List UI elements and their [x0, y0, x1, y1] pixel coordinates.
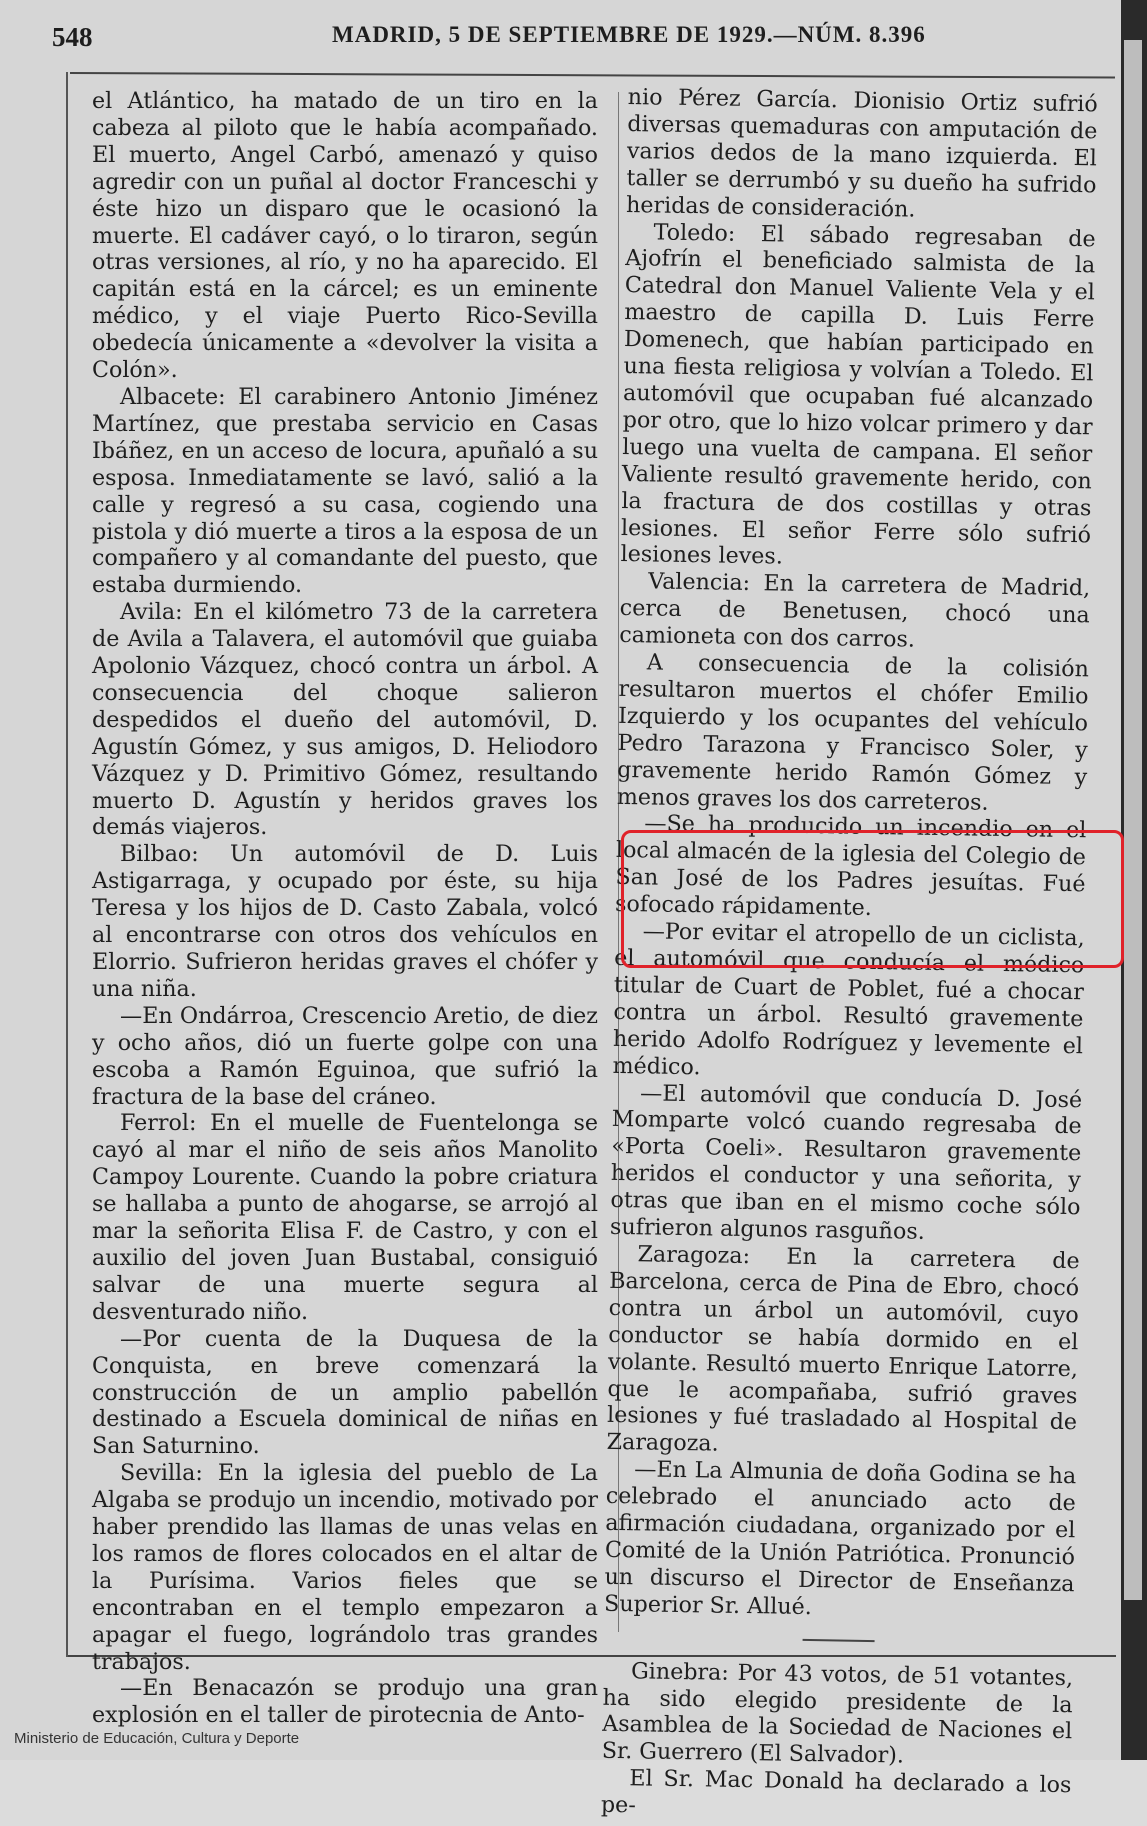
highlight-box	[621, 830, 1124, 968]
paragraph: Zaragoza: En la carretera de Barcelona, cerca de Pina de Ebro, chocó contra un árbol un automóvil, cuyo conductor se había dormido en el volante. Resultó muerto Enrique Latorre, que le acompañaba, sufrió graves lesiones y fué trasladado al Hospital de Zaragoza.	[606, 1241, 1080, 1457]
paragraph: nio Pérez García. Dionisio Ortiz sufrió diversas quemaduras con amputación de varios dedos de la mano izquierda. El taller se derrumbó y su dueño ha sufrido heridas de consideración.	[625, 84, 1098, 223]
paragraph: A consecuencia de la colisión resultaron muertos el chófer Emilio Izquierdo y los ocupantes del vehículo Pedro Tarazona y Francisco Soler, y gravemente herido Ramón Gómez y menos graves los dos carreteros.	[616, 649, 1090, 816]
paragraph: Ginebra: Por 43 votos, de 51 votantes, ha sido elegido presidente de la Asamblea de la Sociedad de Naciones el Sr. Guerrero (El Salvador).	[601, 1657, 1074, 1769]
top-rule	[70, 72, 1115, 79]
paragraph: —En Benacazón se produjo una gran explosión en el taller de pirotecnia de Anto-	[92, 1675, 598, 1729]
paragraph: —Por evitar el atropello de un ciclista, el automóvil que conducía el médico titular de Cuart de Poblet, fué a chocar contra un árbol. Resultó gravemente herido Adolfo Rodríguez y levemente el médico.	[612, 918, 1085, 1080]
left-rule	[66, 72, 68, 1657]
paragraph: Valencia: En la carretera de Madrid, cerca de Benetusen, chocó una camioneta con dos carros.	[619, 568, 1091, 653]
page-header	[52, 18, 1102, 58]
footer-credit: Ministerio de Educación, Cultura y Deporte	[14, 1730, 300, 1747]
page-number: 548	[52, 22, 93, 52]
paragraph: —Se ha producido un incendio en el local almacén de la iglesia del Colegio de San José de los Padres jesuítas. Fué sofocado rápidamente.	[614, 810, 1087, 922]
paragraph: —En La Almunia de doña Godina se ha celebrado el anunciado acto de afirmación ciudadana, organizado por el Comité de la Unión Patriótica. Pronunció un discurso el Director de Enseñanza Superior Sr. Allué.	[603, 1456, 1077, 1620]
paragraph: Sevilla: En la iglesia del pueblo de La Algaba se produjo un incendio, motivado por haber prendido las llamas de unas velas en los ramos de flores colocados en el altar de la Purísima. Varios fieles que se encontraban en el templo empezaron a apagar el fuego, lográndolo tras grandes trabajos.	[92, 1460, 598, 1675]
paragraph: Ferrol: En el muelle de Fuentelonga se cayó al mar el niño de seis años Manolito Campoy Lourente. Cuando la pobre criatura se hallaba a punto de ahogarse, se arrojó al mar la señorita Elisa F. de Castro, y con el auxilio del joven Juan Bustabal, consiguió salvar de una muerte segura al desventurado niño.	[92, 1110, 598, 1325]
section-separator	[803, 1639, 875, 1642]
left-column	[92, 88, 598, 1729]
masthead: MADRID, 5 DE SEPTIEMBRE DE 1929.—NÚM. 8.396	[332, 22, 926, 47]
paragraph: Avila: En el kilómetro 73 de la carretera de Avila a Talavera, el automóvil que guiaba Apolonio Vázquez, chocó contra un árbol. A consecuencia del choque salieron despedidos el dueño del automóvil, D. Agustín Gómez, y sus amigos, D. Heliodoro Vázquez y D. Primitivo Gómez, resultando muerto D. Agustín y heridos graves los demás viajeros.	[92, 599, 598, 841]
adjacent-page-scrap	[1124, 40, 1142, 1600]
paragraph: El Sr. Mac Donald ha declarado a los pe-	[600, 1765, 1072, 1819]
paragraph: Toledo: El sábado regresaban de Ajofrín el beneficiado salmista de la Catedral don Manuel Valiente Vela y el maestro de capilla D. Luis Ferre Domenech, que habían participado en una fiesta religiosa y volvían a Toledo. El automóvil que ocupaban fué alcanzado por otro, que lo hizo volcar primero y dar luego una vuelta de campana. El señor Valiente resultó gravemente herido, con la fractura de dos costillas y otras lesiones. El señor Ferre sólo sufrió lesiones leves.	[620, 218, 1096, 570]
scan-edge	[1121, 0, 1147, 1760]
paragraph: —Por cuenta de la Duquesa de la Conquista, en breve comenzará la construcción de un amplio pabellón destinado a Escuela dominical de niñas en San Saturnino.	[92, 1325, 598, 1460]
paragraph: —En Ondárroa, Crescencio Aretio, de diez y ocho años, dió un fuerte golpe con una escoba a Ramón Eguinoa, que sufrió la fractura de la base del cráneo.	[92, 1002, 598, 1110]
right-column-international	[601, 1657, 1073, 1826]
paragraph: —El automóvil que conducía D. José Momparte volcó cuando regresaba de «Porta Coeli». Resultaron gravemente heridos el conductor y una señorita, y otras que iban en el mismo coche sólo sufrieron algunos rasguños.	[609, 1079, 1083, 1245]
paragraph: Bilbao: Un automóvil de D. Luis Astigarraga, y ocupado por éste, su hija Teresa y los hijos de D. Casto Zabala, volcó al encontrarse con otros dos vehículos en Elorrio. Sufrieron heridas graves el chófer y una niña.	[92, 841, 598, 1002]
paragraph: Albacete: El carabinero Antonio Jiménez Martínez, que prestaba servicio en Casas Ibáñez, en un acceso de locura, apuñaló a su esposa. Inmediatamente se lavó, salió a la calle y regresó a su casa, cogiendo una pistola y dió muerte a tiros a la esposa de un compañero y al comandante del puesto, que estaba durmiendo.	[92, 383, 598, 599]
paragraph: el Atlántico, ha matado de un tiro en la cabeza al piloto que le había acompañado. El muerto, Angel Carbó, amenazó y quiso agredir con un puñal al doctor Franceschi y éste hizo un disparo que le ocasionó la muerte. El cadáver cayó, o lo tiraron, según otras versiones, al río, y no ha aparecido. El capitán está en la cárcel; es un eminente médico, y el viaje Puerto Rico-Sevilla obedecía únicamente a «devolver la visita a Colón».	[92, 88, 598, 384]
